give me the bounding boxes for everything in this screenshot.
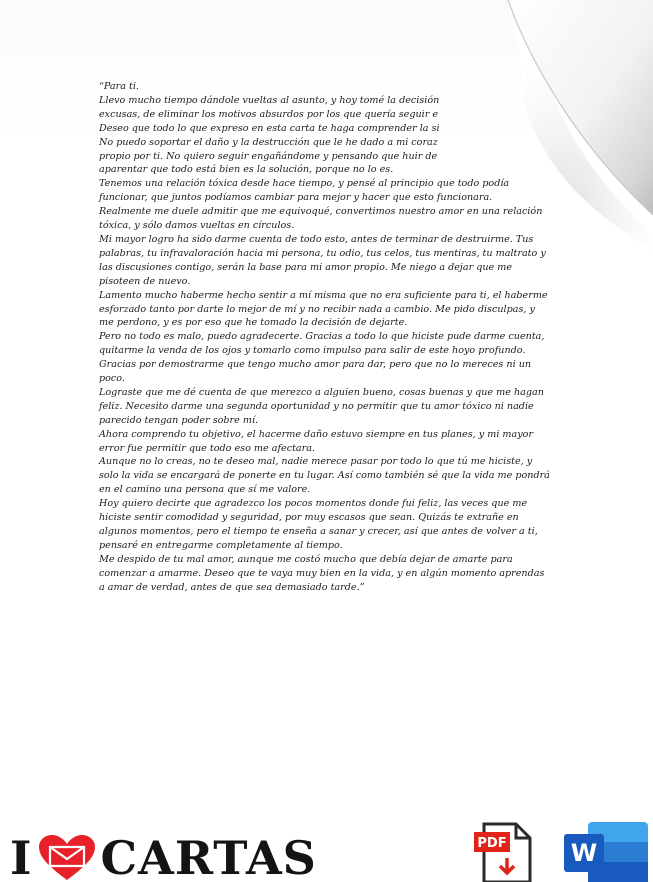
letter-paragraph: Pero no todo es malo, puedo agradecerte. Gracias a todo lo que hiciste pude darme cuenta, quitarme la venda de los ojos y tomarlo como impulso para salir de este hoyo profundo. Gracias por demostrarme que tengo mucho amor para dar, pero que no lo mereces ni un poco. (99, 331, 545, 385)
letter-line: Deseo que todo lo que expreso en esta carta te haga comprender la si (99, 122, 440, 134)
site-logo[interactable] (10, 831, 317, 882)
letter-line: propio por ti. No quiero seguir engañándome y pensando que huir de (99, 150, 438, 162)
word-download-icon[interactable] (562, 820, 650, 882)
letter-paragraph: Tenemos una relación tóxica desde hace tiempo, y pensé al principio que todo podía funcionar, que juntos podíamos cambiar para mejor y hacer que esto funcionara. (99, 178, 510, 204)
letter-closing: Me despido de tu mal amor, aunque me costó mucho que debía dejar de amarte para comenzar a amarme. Deseo que te vaya muy bien en la vida, y en algún momento aprendas a amar de verdad, antes de que sea demasiado tarde.” (99, 553, 545, 593)
letter-paragraph: Mi mayor logro ha sido darme cuenta de todo esto, antes de terminar de destruirme. Tus palabras, tu infravaloración hacia mi persona, tu odio, tus celos, tus mentiras, tu maltrato y las discusiones contigo, serán la base para mi amor propio. Me niego a dejar que me pisoteen de nuevo. (99, 233, 546, 287)
letter-line: excusas, de eliminar los motivos absurdos por los que quería seguir e (99, 108, 439, 120)
pdf-download-icon[interactable] (474, 820, 538, 882)
logo-suffix: CARTAS (100, 831, 317, 882)
pdf-label: PDF (477, 836, 507, 851)
letter-line: aparentar que todo está bien es la solución, porque no lo es. (99, 164, 394, 176)
letter-body (99, 80, 551, 595)
word-label: W (570, 839, 598, 867)
letter-paragraph: Lograste que me dé cuenta de que merezco a alguien bueno, cosas buenas y que me hagan feliz. Necesito darme una segunda oportunidad y no permitir que tu amor tóxico ni nadie parecido tengan poder sobre mí. (99, 386, 544, 426)
letter-paragraph: Ahora comprendo tu objetivo, el hacerme daño estuvo siempre en tus planes, y mi mayor error fue permitir que todo eso me afectara. (99, 428, 534, 454)
letter-line: Llevo mucho tiempo dándole vueltas al asunto, y hoy tomé la decisión (99, 94, 440, 106)
logo-prefix: I (10, 831, 33, 882)
letter-paragraph: Hoy quiero decirte que agradezco los pocos momentos donde fui feliz, las veces que me hiciste sentir comodidad y seguridad, por muy escasos que sean. Quizás te extrañe en algunos momentos, pero el tiempo te enseña a sanar y crecer, así que antes de volver a ti, pensaré en entregarme completamente al tiempo. (99, 498, 538, 551)
heart-envelope-icon (37, 834, 97, 882)
letter-line: No puedo soportar el daño y la destrucción que le he dado a mi coraz (99, 136, 438, 148)
letter-greeting: “Para ti. (99, 81, 139, 92)
letter-paragraph: Lamento mucho haberme hecho sentir a mí misma que no era suficiente para ti, el haberme esforzado tanto por darte lo mejor de mí y no recibir nada a cambio. Me pido disculpas, y me perdono, y es por eso que he tomado la decisión de dejarte. (99, 289, 548, 329)
letter-paragraph: Realmente me duele admitir que me equivoqué, convertimos nuestro amor en una relación tóxica, y sólo damos vueltas en círculos. (99, 206, 543, 232)
footer (0, 792, 653, 882)
letter-paragraph: Aunque no lo creas, no te deseo mal, nadie merece pasar por todo lo que tú me hiciste, y solo la vida se encargará de ponerte en tu lugar. Así como también sé que la vida me pondrá en el camino una persona que sí me valore. (99, 456, 550, 496)
